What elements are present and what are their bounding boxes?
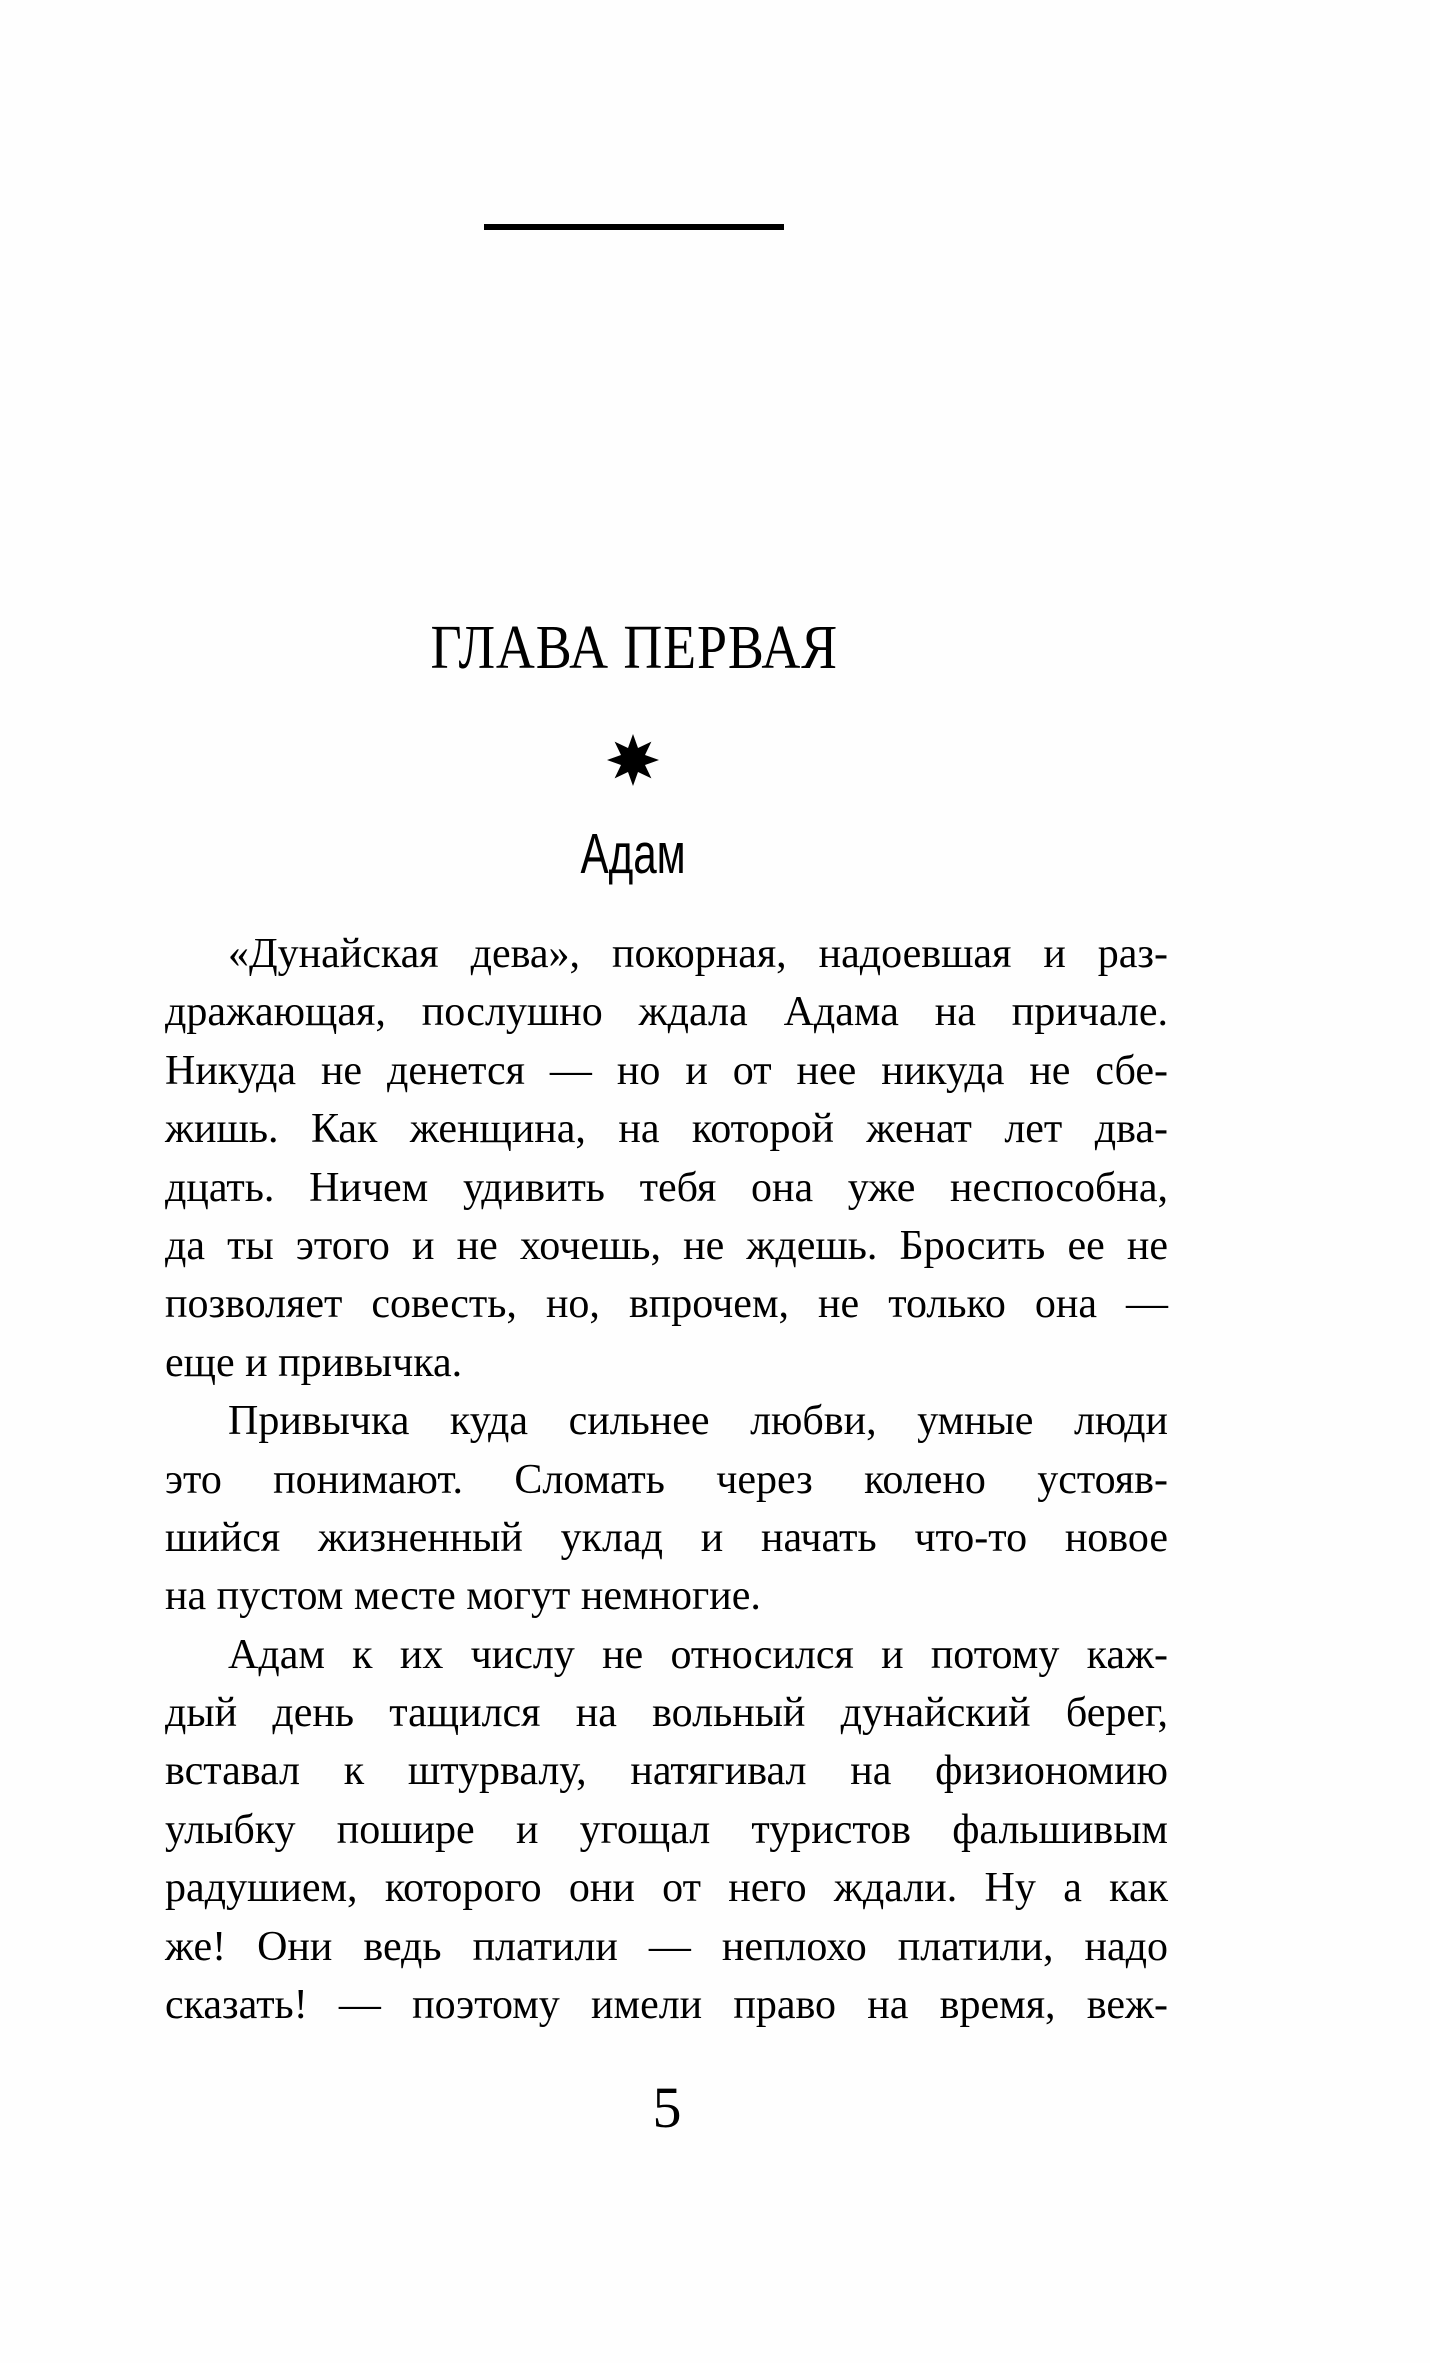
text-line: дый день тащился на вольный дунайский берег, (165, 1690, 1168, 1737)
text-line: дцать. Ничем удивить тебя она уже неспособна, (165, 1164, 1168, 1211)
text-line: радушием, которого они от него ждали. Ну а как (165, 1865, 1168, 1912)
text-line: Никуда не денется — но и от нее никуда не сбе- (165, 1047, 1168, 1094)
chapter-title-text: ГЛАВА ПЕРВАЯ (430, 614, 838, 682)
text-line: же! Они ведь платили — неплохо платили, надо (165, 1923, 1168, 1970)
body-text (165, 925, 1168, 2034)
text-line: еще и привычка. (165, 1339, 463, 1386)
chapter-title (0, 614, 1268, 682)
section-title-text: Адам (580, 822, 686, 886)
text-line: жишь. Как женщина, на которой женат лет два- (165, 1106, 1168, 1153)
text-line: дражающая, послушно ждала Адама на причале. (165, 989, 1168, 1036)
page-number: 5 (652, 2075, 682, 2140)
text-line: сказать! — поэтому имели право на время, веж- (165, 1982, 1168, 2029)
eight-point-star-icon (607, 734, 659, 786)
text-line: Адам к их числу не относился и потому каж- (228, 1631, 1168, 1678)
text-line: Привычка куда сильнее любви, умные люди (228, 1398, 1168, 1445)
text-line: шийся жизненный уклад и начать что-то новое (165, 1514, 1168, 1561)
top-rule-divider (484, 224, 784, 230)
text-line: «Дунайская дева», покорная, надоевшая и раз- (228, 931, 1168, 977)
text-line: вставал к штурвалу, натягивал на физиономию (165, 1748, 1168, 1795)
paragraph-1 (165, 925, 1168, 1392)
text-line: да ты этого и не хочешь, не ждешь. Бросить ее не (165, 1222, 1168, 1269)
paragraph-2 (165, 1392, 1168, 1626)
section-title (0, 822, 1266, 886)
text-line: позволяет совесть, но, впрочем, не только она — (165, 1281, 1168, 1328)
text-line: на пустом месте могут немногие. (165, 1573, 761, 1620)
text-line: это понимают. Сломать через колено устояв- (165, 1456, 1168, 1503)
text-line: улыбку пошире и угощал туристов фальшивым (165, 1806, 1168, 1853)
paragraph-3 (165, 1626, 1168, 2035)
